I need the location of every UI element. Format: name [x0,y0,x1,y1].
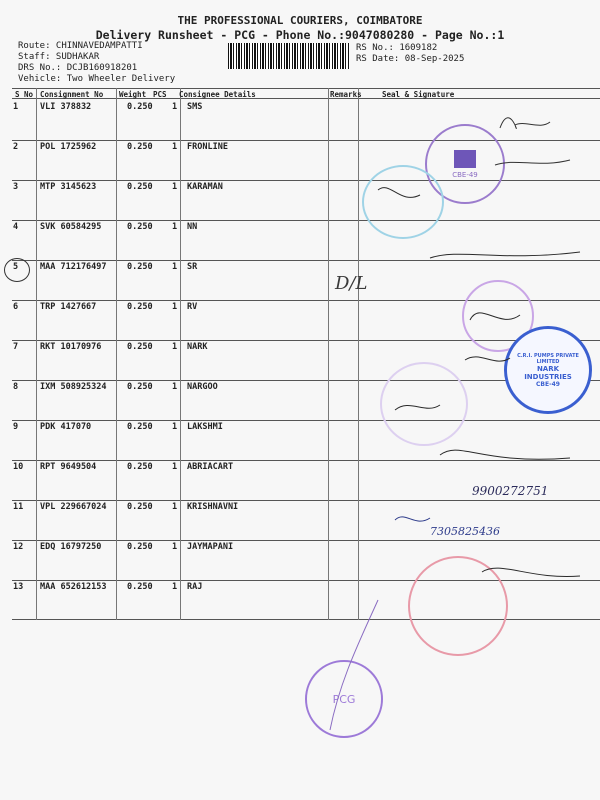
row-weight: 0.250 [127,582,153,592]
signature-row9 [440,450,570,459]
row-weight: 0.250 [127,542,153,552]
row-consignee: FRONLINE [187,142,228,152]
signature-row2 [495,160,570,165]
row-weight: 0.250 [127,502,153,512]
row-pcs: 1 [172,382,178,392]
row-consignee: SR [187,262,198,272]
row-consignee: KARAMAN [187,182,223,192]
row-weight: 0.250 [127,382,153,392]
handwritten-phone-2: 7305825436 [430,525,500,538]
row-pcs: 1 [172,102,178,112]
row-weight: 0.250 [127,222,153,232]
row-weight: 0.250 [127,182,153,192]
row-consignment: SVK 60584295 [40,222,102,232]
row-consignment: RPT 9649504 [40,462,97,472]
row-sno: 3 [13,182,19,192]
col-header-sno: S No [15,90,34,99]
col-header-seal: Seal & Signature [382,90,455,99]
row-pcs: 1 [172,542,178,552]
rs-date: RS Date: 08-Sep-2025 [356,54,465,64]
row-sno: 8 [13,382,19,392]
signature-row5 [430,252,580,258]
nark-stamp-line2: INDUSTRIES [524,372,572,381]
signature-row11 [395,517,430,521]
nark-stamp-ring-text: C.R.I. PUMPS PRIVATE LIMITED [517,352,579,365]
route-label: Route: CHINNAVEDAMPATTI [18,41,143,51]
row-pcs: 1 [172,262,178,272]
row-consignment: EDQ 16797250 [40,542,102,552]
row-consignment: IXM 508925324 [40,382,107,392]
row-sno: 9 [13,422,19,432]
row-consignee: NARK [187,342,208,352]
row-weight: 0.250 [127,302,153,312]
col-header-remarks: Remarks [330,90,362,99]
row-consignee: RV [187,302,198,312]
vehicle-label: Vehicle: Two Wheeler Delivery [18,74,176,84]
rs-number: RS No.: 1609182 [356,43,438,53]
remark-dl: D/L [335,273,368,294]
row-pcs: 1 [172,222,178,232]
signature-row8 [395,405,440,410]
signature-row1 [500,118,550,129]
row-sno: 13 [13,582,24,592]
signature-row13 [482,568,580,576]
nark-stamp-line1: NARK [536,364,560,373]
company-title: THE PROFESSIONAL COURIERS, COIMBATORE [177,14,423,27]
row-pcs: 1 [172,582,178,592]
row-sno: 10 [13,462,24,472]
row-sno: 5 [13,262,19,272]
col-header-pcs: PCS [153,90,167,99]
row-pcs: 1 [172,342,178,352]
row-pcs: 1 [172,462,178,472]
row-consignee: NARGOO [187,382,218,392]
row-pcs: 1 [172,182,178,192]
row-weight: 0.250 [127,262,153,272]
row-weight: 0.250 [127,102,153,112]
row-consignee: JAYMAPANI [187,542,234,552]
row-pcs: 1 [172,302,178,312]
row-consignee: ABRIACART [187,462,234,472]
staff-label: Staff: SUDHAKAR [18,52,100,62]
col-header-weight: Weight [119,90,147,99]
row-sno: 11 [13,502,24,512]
row-consignee: LAKSHMI [187,422,223,432]
row-sno: 12 [13,542,24,552]
row-sno: 4 [13,222,19,232]
handwritten-phone-1: 9900272751 [472,484,549,498]
signature-row6 [470,313,520,320]
row-consignment: MTP 3145623 [40,182,97,192]
row-sno: 6 [13,302,19,312]
row-pcs: 1 [172,422,178,432]
cbe-stamp-text: CBE-49 [452,170,478,179]
pcg-stamp-text: PCG [332,692,356,706]
row-consignee: NN [187,222,198,232]
signature-row7 [465,357,510,361]
row-weight: 0.250 [127,142,153,152]
row-consignment: POL 1725962 [40,142,97,152]
col-header-consignee: Consignee Details [179,90,256,99]
row-consignment: VLI 378832 [40,102,92,112]
runsheet-title: Delivery Runsheet - PCG - Phone No.:9047080280 - Page No.:1 [95,28,505,42]
row-consignment: TRP 1427667 [40,302,97,312]
col-header-consignment: Consignment No [40,90,104,99]
row-sno: 7 [13,342,19,352]
drs-label: DRS No.: DCJB160918201 [18,63,138,73]
row-consignment: VPL 229667024 [40,502,107,512]
row-pcs: 1 [172,502,178,512]
row-consignment: MAA 652612153 [40,582,107,592]
signature-row3 [378,188,420,198]
row-sno: 1 [13,102,19,112]
row-consignment: PDK 417070 [40,422,92,432]
row-weight: 0.250 [127,342,153,352]
nark-stamp-cbe: CBE-49 [536,380,560,388]
row-weight: 0.250 [127,422,153,432]
row-sno: 2 [13,142,19,152]
row-consignee: RAJ [187,582,203,592]
row-consignee: SMS [187,102,203,112]
row-consignment: MAA 712176497 [40,262,107,272]
row-consignment: RKT 10170976 [40,342,102,352]
pen-stroke-pcg [330,600,378,730]
row-weight: 0.250 [127,462,153,472]
row-consignee: KRISHNAVNI [187,502,239,512]
row-pcs: 1 [172,142,178,152]
